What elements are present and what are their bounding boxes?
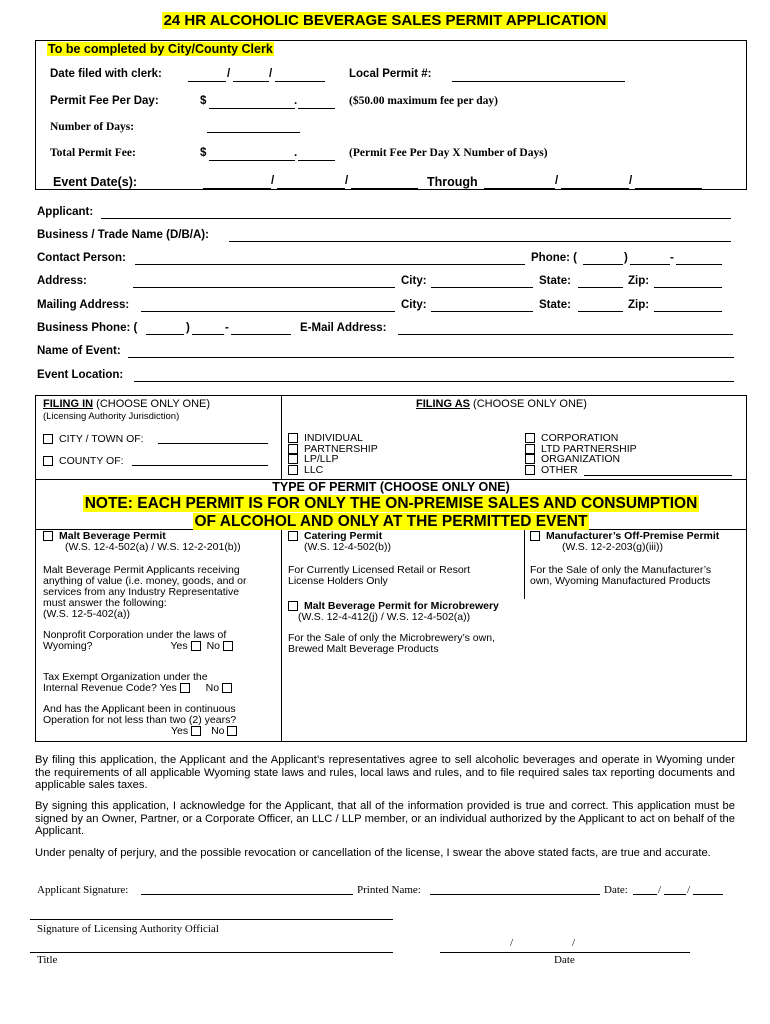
sig-date-day[interactable]	[664, 893, 686, 895]
option-label: OTHER	[541, 463, 578, 476]
sig-date-year[interactable]	[693, 893, 723, 895]
applicant-signature-label: Applicant Signature:	[37, 884, 129, 896]
catering-column	[288, 531, 499, 655]
filing-as-option[interactable]	[288, 454, 378, 465]
malt-desc: services from any Industry Representative	[43, 586, 240, 598]
mailing-zip-field[interactable]	[654, 310, 722, 312]
city-option-label: CITY / TOWN OF:	[59, 433, 144, 445]
microbrewery-title: Malt Beverage Permit for Microbrewery	[304, 600, 499, 612]
manufacturer-desc: For the Sale of only the Manufacturer’s	[530, 564, 712, 576]
email-field[interactable]	[398, 333, 733, 335]
manufacturer-statute: (W.S. 12-2-203(g)(iii))	[562, 541, 663, 553]
title-label: Title	[37, 954, 58, 966]
mailing-state-field[interactable]	[578, 310, 623, 312]
filing-as-option[interactable]	[288, 465, 378, 476]
yes-label: Yes	[159, 682, 177, 694]
mailing-state-label: State:	[539, 299, 571, 311]
business-phone-prefix[interactable]	[192, 333, 224, 335]
microbrewery-desc: Brewed Malt Beverage Products	[288, 643, 439, 655]
divider	[524, 529, 525, 599]
phone-line[interactable]	[676, 263, 722, 265]
option-label: LLC	[304, 463, 324, 476]
microbrewery-statute: (W.S. 12-4-412(j) / W.S. 12-4-502(a))	[298, 611, 471, 623]
max-fee-note: ($50.00 maximum fee per day)	[349, 95, 498, 107]
type-of-permit-heading: TYPE OF PERMIT (CHOOSE ONLY ONE)	[272, 480, 510, 494]
city-field[interactable]	[431, 286, 533, 288]
event-name-label: Name of Event:	[37, 345, 121, 357]
fee-per-day-dollars[interactable]	[209, 107, 295, 109]
local-permit-label: Local Permit #:	[349, 68, 432, 80]
tax-exempt-answer	[43, 683, 247, 694]
event-start-year[interactable]	[351, 187, 418, 189]
checkbox-icon[interactable]	[43, 434, 53, 444]
divider	[281, 529, 282, 742]
applicant-signature-field[interactable]	[141, 893, 353, 895]
official-date-label: Date	[554, 954, 575, 966]
date-filed-month[interactable]	[188, 80, 226, 82]
phone-label: Phone: (	[531, 252, 577, 264]
microbrewery-desc: For the Sale of only the Microbrewery’s own,	[288, 632, 495, 644]
slash: /	[510, 937, 514, 949]
checkbox-icon[interactable]	[525, 465, 535, 475]
checkbox-icon[interactable]	[288, 444, 298, 454]
checkbox-icon[interactable]	[227, 726, 237, 736]
date-filed-year[interactable]	[275, 80, 325, 82]
fee-per-day-cents[interactable]	[298, 107, 335, 109]
city-option[interactable]	[43, 433, 144, 445]
malt-desc: Malt Beverage Permit Applicants receiving	[43, 564, 240, 576]
nonprofit-question: Wyoming?	[43, 640, 93, 652]
note-line: OF ALCOHOL AND ONLY AT THE PERMITTED EVENT	[194, 513, 588, 530]
paren: )	[186, 322, 190, 334]
total-fee-cents[interactable]	[298, 159, 335, 161]
option-label: ORGANIZATION	[541, 453, 621, 465]
date-filed-label: Date filed with clerk:	[50, 68, 162, 80]
perjury-paragraph: Under penalty of perjury, and the possible revocation or cancellation of the license, I swear the above stated facts, are true and accurate.	[35, 847, 711, 859]
state-label: State:	[539, 275, 571, 287]
fee-per-day-label: Permit Fee Per Day:	[50, 95, 159, 107]
applicant-field[interactable]	[101, 217, 731, 219]
num-days-field[interactable]	[207, 131, 300, 133]
filing-as-right-options	[525, 433, 637, 475]
date-label: Date:	[604, 884, 628, 896]
phone-prefix[interactable]	[630, 263, 670, 265]
slash: /	[345, 175, 349, 187]
slash: /	[555, 175, 559, 187]
title-field[interactable]	[30, 951, 393, 953]
checkbox-icon[interactable]	[288, 433, 298, 443]
email-label: E-Mail Address:	[300, 322, 387, 334]
checkbox-icon[interactable]	[191, 726, 201, 736]
checkbox-icon[interactable]	[288, 465, 298, 475]
tax-exempt-question: Internal Revenue Code?	[43, 682, 157, 694]
checkbox-icon[interactable]	[288, 454, 298, 464]
decimal-point: .	[294, 95, 298, 107]
event-end-day[interactable]	[561, 187, 629, 189]
catering-statute: (W.S. 12-4-502(b))	[304, 541, 391, 553]
filing-in-title: FILING IN	[43, 398, 94, 410]
mailing-zip-label: Zip:	[628, 299, 650, 311]
acknowledgement-paragraph: By signing this application, I acknowledge for the Applicant, that all of the information provided is true and correct. This application must be signed by an Owner, Partner, or a Corporate Officer, an LLC / LLP member, or an individual authorized by the Applicant to act on behalf of the Applicant.	[35, 800, 735, 837]
printed-name-field[interactable]	[430, 893, 600, 895]
option-label: LTD PARTNERSHIP	[541, 442, 637, 455]
county-field[interactable]	[132, 464, 268, 466]
tax-exempt-question: Tax Exempt Organization under the	[43, 671, 208, 683]
mailing-city-label: City:	[401, 299, 427, 311]
event-end-month[interactable]	[484, 187, 555, 189]
address-label: Address:	[37, 275, 87, 287]
mailing-field[interactable]	[141, 310, 395, 312]
business-name-label: Business / Trade Name (D/B/A):	[37, 229, 209, 241]
phone-area-code[interactable]	[583, 263, 623, 265]
other-field[interactable]	[584, 474, 732, 476]
agreement-paragraph: By filing this application, the Applicant and the Applicant’s representatives agree to sell alcoholic beverages and operate in Wyoming under the requirements of all applicable Wyoming state laws and rules, local laws and rules, and to file required sales tax reporting documents and applicable sales taxes.	[35, 754, 735, 791]
clerk-heading: To be completed by City/County Clerk	[48, 42, 273, 56]
printed-name-label: Printed Name:	[357, 884, 421, 896]
checkbox-icon[interactable]	[525, 454, 535, 464]
date-filed-day[interactable]	[233, 80, 269, 82]
sig-date-month[interactable]	[633, 893, 657, 895]
option-label: CORPORATION	[541, 432, 619, 444]
event-location-label: Event Location:	[37, 369, 124, 381]
checkbox-icon[interactable]	[191, 641, 201, 651]
checkbox-icon[interactable]	[525, 433, 535, 443]
manufacturer-desc: own, Wyoming Manufactured Products	[530, 575, 711, 587]
mailing-city-field[interactable]	[431, 310, 533, 312]
slash: /	[687, 884, 691, 896]
checkbox-icon[interactable]	[43, 531, 53, 541]
event-start-month[interactable]	[203, 187, 271, 189]
official-signature-label: Signature of Licensing Authority Official	[37, 923, 219, 935]
malt-title: Malt Beverage Permit	[59, 530, 166, 542]
total-fee-dollars[interactable]	[209, 159, 295, 161]
business-name-field[interactable]	[229, 240, 731, 242]
city-town-field[interactable]	[158, 442, 268, 444]
applicant-label: Applicant:	[37, 206, 94, 218]
manufacturer-column	[530, 531, 719, 587]
no-label: No	[206, 640, 221, 652]
checkbox-icon[interactable]	[530, 531, 540, 541]
checkbox-icon[interactable]	[288, 531, 298, 541]
filing-as-heading	[416, 398, 587, 410]
event-dates-label: Event Date(s):	[53, 175, 138, 189]
total-fee-label: Total Permit Fee:	[50, 147, 136, 159]
catering-desc: For Currently Licensed Retail or Resort	[288, 564, 471, 576]
filing-as-left-options	[288, 433, 378, 475]
slash: /	[658, 884, 662, 896]
filing-as-choose: (CHOOSE ONLY ONE)	[469, 398, 587, 410]
dash: -	[670, 252, 674, 264]
event-start-day[interactable]	[277, 187, 345, 189]
county-option[interactable]	[43, 455, 124, 467]
filing-in-heading	[43, 398, 210, 410]
local-permit-field[interactable]	[452, 80, 625, 82]
yes-label: Yes	[171, 725, 189, 737]
checkbox-icon[interactable]	[180, 683, 190, 693]
event-end-year[interactable]	[635, 187, 702, 189]
slash: /	[629, 175, 633, 187]
checkbox-icon[interactable]	[525, 444, 535, 454]
business-phone-label: Business Phone: (	[37, 322, 138, 334]
option-label: PARTNERSHIP	[304, 442, 378, 455]
nonprofit-question: Nonprofit Corporation under the laws of	[43, 629, 227, 641]
no-label: No	[211, 725, 225, 737]
checkbox-icon[interactable]	[223, 641, 233, 651]
event-location-field[interactable]	[134, 380, 734, 382]
filing-in-choose: (CHOOSE ONLY ONE)	[93, 398, 211, 410]
note-line: NOTE: EACH PERMIT IS FOR ONLY THE ON-PREMISE SALES AND CONSUMPTION	[84, 495, 698, 512]
checkbox-icon[interactable]	[222, 683, 232, 693]
business-phone-line[interactable]	[231, 333, 291, 335]
zip-field[interactable]	[654, 286, 722, 288]
county-option-label: COUNTY OF:	[59, 455, 124, 467]
option-label: INDIVIDUAL	[304, 432, 363, 444]
slash: /	[271, 175, 275, 187]
nonprofit-answer	[43, 641, 247, 652]
official-signature-field[interactable]	[30, 918, 393, 920]
malt-desc: anything of value (i.e. money, goods, and or	[43, 575, 247, 587]
state-field[interactable]	[578, 286, 623, 288]
zip-label: Zip:	[628, 275, 650, 287]
num-days-label: Number of Days:	[50, 121, 135, 133]
manufacturer-title: Manufacturer’s Off-Premise Permit	[546, 530, 720, 542]
slash: /	[269, 68, 273, 80]
contact-field[interactable]	[135, 263, 525, 265]
form-title-text: 24 HR ALCOHOLIC BEVERAGE SALES PERMIT APPLICATION	[163, 12, 607, 29]
checkbox-icon[interactable]	[43, 456, 53, 466]
form-title	[0, 12, 770, 30]
city-label: City:	[401, 275, 427, 287]
yes-label: Yes	[170, 640, 188, 652]
catering-desc: License Holders Only	[288, 575, 388, 587]
dash: -	[225, 322, 229, 334]
checkbox-icon[interactable]	[288, 601, 298, 611]
permit-note	[38, 495, 744, 531]
date-filed-row	[50, 68, 162, 80]
official-date-field[interactable]	[440, 951, 690, 953]
decimal-point: .	[294, 147, 298, 159]
malt-desc: must answer the following:	[43, 597, 167, 609]
filing-in-subtitle: (Licensing Authority Jurisdiction)	[43, 411, 180, 422]
event-name-field[interactable]	[128, 356, 734, 358]
continuous-answer	[43, 726, 247, 737]
malt-column	[43, 531, 247, 737]
clerk-section	[35, 40, 747, 190]
malt-statute: (W.S. 12-4-502(a) / W.S. 12-2-201(b))	[65, 541, 241, 553]
through-label: Through	[427, 175, 478, 189]
option-label: LP/LLP	[304, 453, 339, 465]
continuous-question: And has the Applicant been in continuous	[43, 703, 236, 715]
catering-title: Catering Permit	[304, 530, 383, 542]
slash: /	[227, 68, 231, 80]
continuous-question: Operation for not less than two (2) years?	[43, 714, 237, 726]
malt-desc: (W.S. 12-5-402(a))	[43, 608, 130, 620]
filing-as-title: FILING AS	[416, 398, 470, 410]
no-label: No	[205, 682, 220, 694]
dollar-sign: $	[200, 95, 207, 107]
total-fee-note: (Permit Fee Per Day X Number of Days)	[349, 147, 548, 159]
slash: /	[572, 937, 576, 949]
dollar-sign: $	[200, 147, 207, 159]
address-field[interactable]	[133, 286, 395, 288]
divider	[281, 395, 282, 479]
paren: )	[624, 252, 628, 264]
business-phone-area[interactable]	[146, 333, 184, 335]
contact-label: Contact Person:	[37, 252, 126, 264]
mailing-label: Mailing Address:	[37, 299, 130, 311]
